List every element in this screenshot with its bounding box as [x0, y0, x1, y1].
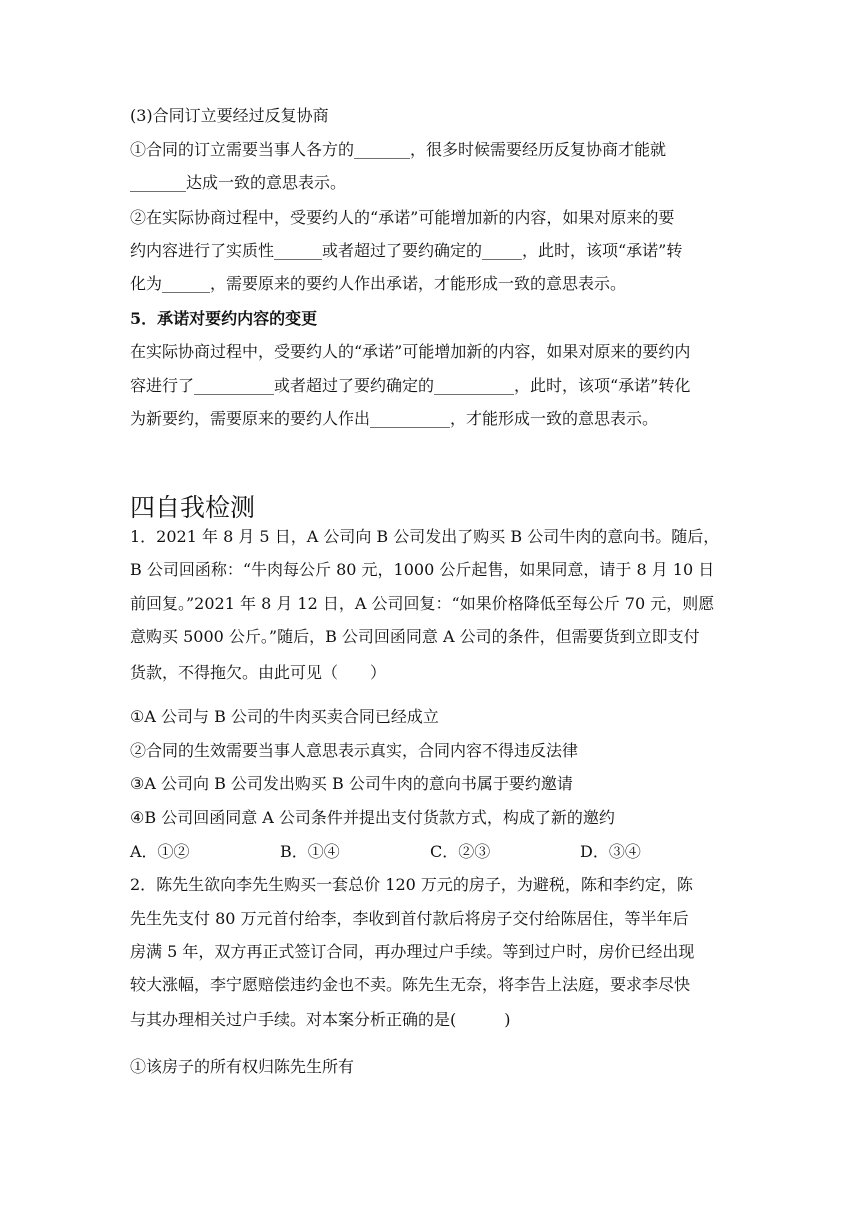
- q2-line4: 较大涨幅，李宁愿赔偿违约金也不卖。陈先生无奈，将李告上法庭，要求李尽快: [130, 975, 691, 994]
- section5-line1: 在实际协商过程中，受要约人的“承诺”可能增加新的内容，如果对原来的要约内: [130, 342, 691, 361]
- q1-line2: B 公司回函称：“牛肉每公斤 80 元，1000 公斤起售，如果同意，请于 8 月 10 日: [130, 560, 715, 579]
- section3-title: (3)合同订立要经过反复协商: [130, 106, 329, 125]
- section3-paragraph2-line3: 化为______，需要原来的要约人作出承诺，才能形成一致的意思表示。: [130, 274, 627, 293]
- q1-line5: 货款，不得拖欠。由此可见（ ）: [130, 663, 387, 682]
- q1-option-a: A．①②: [130, 842, 190, 861]
- q1-line1: 1．2021 年 8 月 5 日，A 公司向 B 公司发出了购买 B 公司牛肉的意向书。随后，: [130, 527, 720, 546]
- q2-line5: 与其办理相关过户手续。对本案分析正确的是( ): [130, 1010, 511, 1029]
- section3-paragraph2-line1: ②在实际协商过程中，受要约人的“承诺”可能增加新的内容，如果对原来的要: [130, 208, 675, 227]
- selfcheck-heading: 四自我检测: [130, 493, 256, 522]
- q1-statement-3: ③A 公司向 B 公司发出购买 B 公司牛肉的意向书属于要约邀请: [130, 774, 573, 793]
- q2-line1: 2．陈先生欲向李先生购买一套总价 120 万元的房子，为避税，陈和李约定，陈: [130, 875, 693, 894]
- section5-title: 5．承诺对要约内容的变更: [130, 309, 318, 328]
- section3-paragraph1-line1: ①合同的订立需要当事人各方的_______，很多时候需要经历反复协商才能就: [130, 140, 667, 159]
- section5-line3: 为新要约，需要原来的要约人作出__________，才能形成一致的意思表示。: [130, 409, 659, 428]
- q1-line4: 意购买 5000 公斤。”随后，B 公司回函同意 A 公司的条件，但需要货到立即支付: [130, 627, 700, 646]
- q2-statement-1: ①该房子的所有权归陈先生所有: [130, 1057, 355, 1076]
- q2-line2: 先生先支付 80 万元首付给李，李收到首付款后将房子交付给陈居住，等半年后: [130, 909, 689, 928]
- q1-statement-2: ②合同的生效需要当事人意思表示真实，合同内容不得违反法律: [130, 741, 579, 760]
- section3-paragraph2-line2: 约内容进行了实质性______或者超过了要约确定的_____，此时，该项“承诺”转: [130, 241, 683, 260]
- q1-statement-1: ①A 公司与 B 公司的牛肉买卖合同已经成立: [130, 707, 439, 726]
- section5-line2: 容进行了__________或者超过了要约确定的__________，此时，该项“承诺”转化: [130, 376, 691, 395]
- q1-statement-4: ④B 公司回函同意 A 公司条件并提出支付货款方式，构成了新的邀约: [130, 808, 615, 827]
- q2-line3: 房满 5 年，双方再正式签订合同，再办理过户手续。等到过户时，房价已经出现: [130, 942, 695, 961]
- q1-option-c: C．②③: [430, 842, 491, 861]
- q1-option-b: B．①④: [280, 842, 340, 861]
- q1-option-d: D．③④: [580, 842, 641, 861]
- section3-paragraph1-line2: _______达成一致的意思表示。: [130, 173, 347, 192]
- q1-line3: 前回复。”2021 年 8 月 12 日，A 公司回复：“如果价格降低至每公斤 70 元，则愿: [130, 594, 715, 613]
